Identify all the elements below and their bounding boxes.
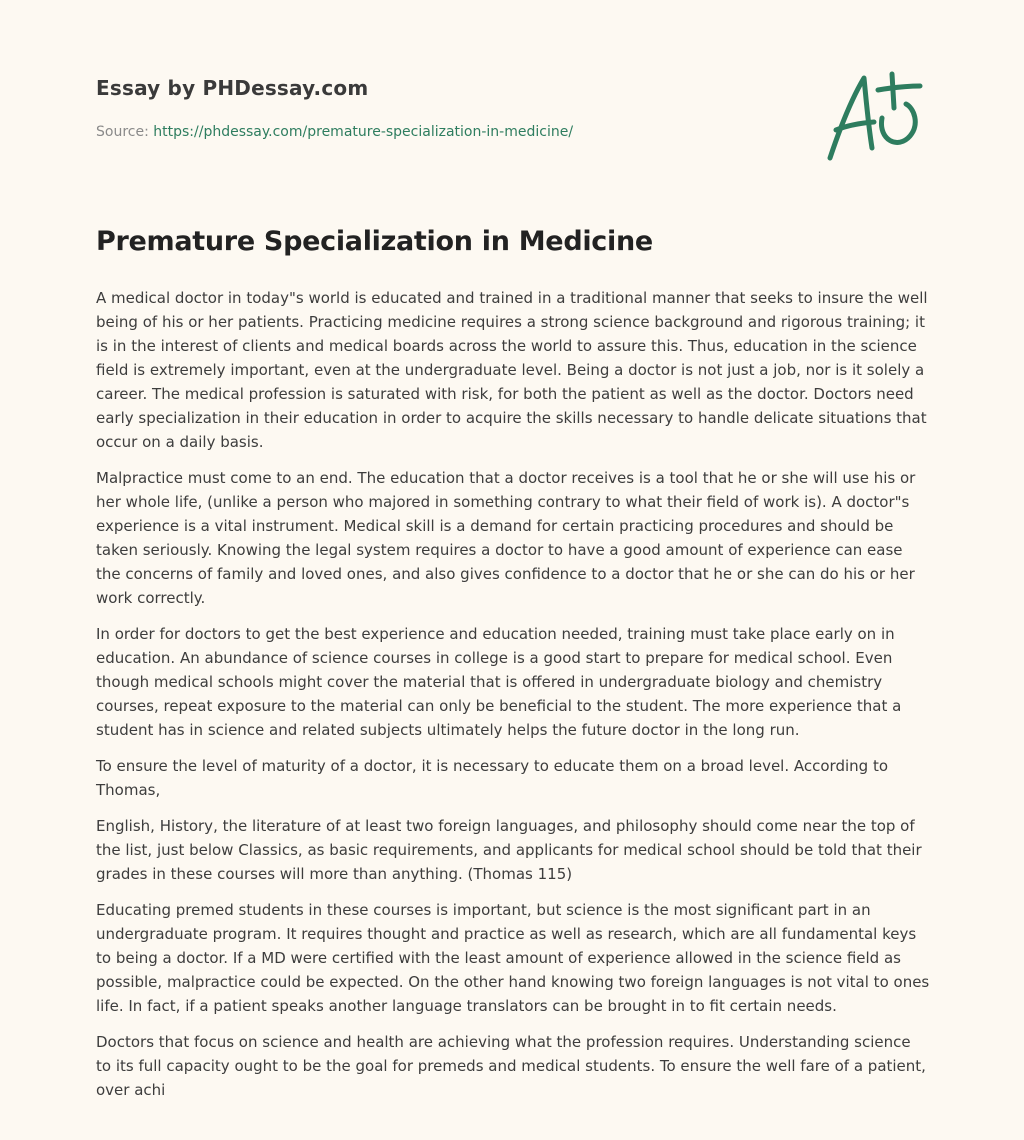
paragraph: Malpractice must come to an end. The education that a doctor receives is a tool that he or she will use his or her whole life, (unlike a person who majored in something contrary to what their field of work is). A doctor"s experience is a vital instrument. Medical skill is a demand for certain practicing procedures and should be taken seriously. Knowing the legal system requires a doctor to have a good amount of experience can ease the concerns of family and loved ones, and also gives confidence to a doctor that he or she can do his or her work correctly.	[96, 469, 916, 607]
paragraph: Educating premed students in these courses is important, but science is the most significant part in an undergraduate program. It requires thought and practice as well as research, which are all fundamental keys to being a doctor. If a MD were certified with the least amount of experience allowed in the science field as possible, malpractice could be expected. On the other hand knowing two foreign languages is not vital to ones life. In fact, if a patient speaks another language translators can be brought in to fit certain needs.	[96, 901, 930, 1015]
source-label: Source:	[96, 124, 149, 140]
paragraph: A medical doctor in today"s world is educated and trained in a traditional manner that seeks to insure the well being of his or her patients. Practicing medicine requires a strong science background and rigorous training; it is in the interest of clients and medical boards across the world to assure this. Thus, education in the science field is extremely important, even at the undergraduate level. Being a doctor is not just a job, nor is it solely a career. The medical profession is saturated with risk, for both the patient as well as the doctor. Doctors need early specialization in their education in order to acquire the skills necessary to handle delicate situations that occur on a daily basis.	[96, 289, 928, 451]
paragraph: In order for doctors to get the best experience and education needed, training must take place early on in education. An abundance of science courses in college is a good start to prepare for medical school. Even though medical schools might cover the material that is offered in undergraduate biology and chemistry courses, repeat exposure to the material can only be beneficial to the student. The more experience that a student has in science and related subjects ultimately helps the future doctor in the long run.	[96, 625, 902, 739]
paragraph: Doctors that focus on science and health are achieving what the profession requires. Understanding science to its full capacity ought to be the goal for premeds and medical students. To ensure the well fare of a patient, over achi	[96, 1033, 926, 1099]
essay-body	[96, 286, 930, 1114]
source-link[interactable]: https://phdessay.com/premature-specialization-in-medicine/	[153, 124, 574, 140]
paragraph: English, History, the literature of at least two foreign languages, and philosophy should come near the top of the list, just below Classics, as basic requirements, and applicants for medical school should be told that their grades in these courses will more than anything. (Thomas 115)	[96, 817, 922, 883]
paragraph: To ensure the level of maturity of a doctor, it is necessary to educate them on a broad level. According to Thomas,	[96, 757, 889, 799]
essay-title: Premature Specialization in Medicine	[96, 226, 653, 257]
source-line	[96, 124, 573, 140]
a-plus-logo-icon	[822, 68, 928, 164]
site-brand: Essay by PHDessay.com	[96, 76, 369, 100]
